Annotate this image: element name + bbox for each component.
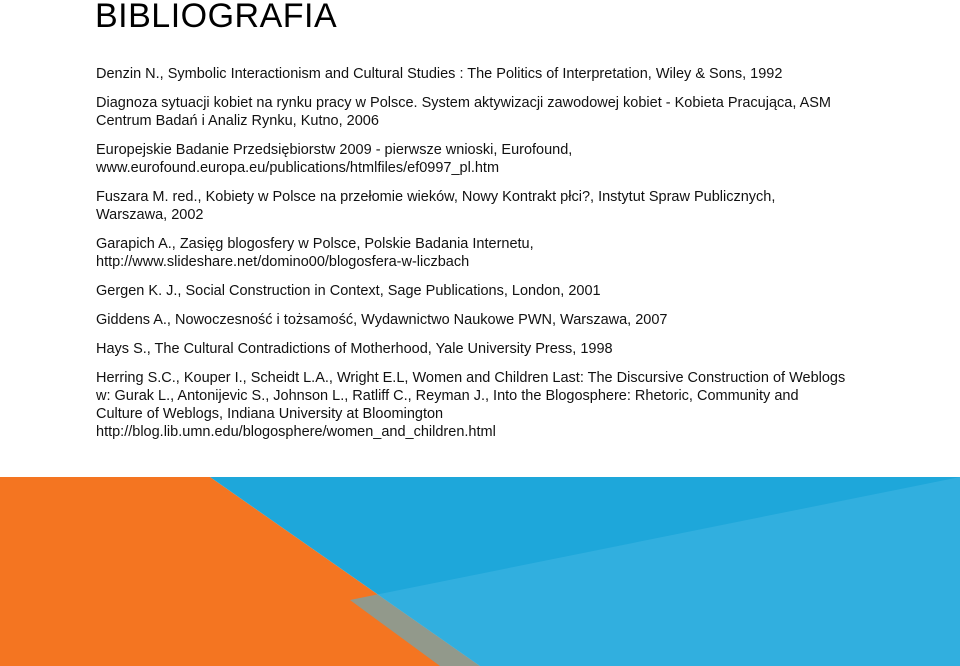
entry-link[interactable]: http://blog.lib.umn.edu/blogosphere/women_and_children.html: [96, 424, 496, 440]
entry-link[interactable]: www.eurofound.europa.eu/publications/htmlfiles/ef0997_pl.htm: [96, 160, 500, 176]
entry-line: Diagnoza sytuacji kobiet na rynku pracy w Polsce. System aktywizacji zawodowej kobiet - Kobieta Pracująca, ASM: [96, 95, 831, 111]
entry-line: Europejskie Badanie Przedsiębiorstw 2009 - pierwsze wnioski, Eurofound,: [96, 142, 573, 158]
entry-line: Giddens A., Nowoczesność i tożsamość, Wydawnictwo Naukowe PWN, Warszawa, 2007: [96, 312, 668, 328]
entry-line: Centrum Badań i Analiz Rynku, Kutno, 2006: [96, 113, 379, 129]
entry-line: Hays S., The Cultural Contradictions of Motherhood, Yale University Press, 1998: [96, 341, 613, 357]
entry-line: Gergen K. J., Social Construction in Context, Sage Publications, London, 2001: [96, 283, 601, 299]
entry-line: Fuszara M. red., Kobiety w Polsce na przełomie wieków, Nowy Kontrakt płci?, Instytut Spraw Publicznych,: [96, 189, 776, 205]
slide-title: BIBLIOGRAFIA: [95, 0, 338, 35]
entry-line: Culture of Weblogs, Indiana University at Bloomington: [96, 406, 444, 422]
entry-line: w: Gurak L., Antonijevic S., Johnson L., Ratliff C., Reyman J., Into the Blogosphere: Rhetoric, Community and: [96, 388, 799, 404]
entry-line: Herring S.C., Kouper I., Scheidt L.A., Wright E.L, Women and Children Last: The Discursive Construction of Weblogs: [96, 370, 846, 386]
entry-line: Denzin N., Symbolic Interactionism and Cultural Studies : The Politics of Interpretation, Wiley & Sons, 1992: [96, 66, 783, 82]
entry-line: Warszawa, 2002: [96, 207, 204, 223]
entry-link[interactable]: http://www.slideshare.net/domino00/blogosfera-w-liczbach: [96, 254, 470, 270]
entry-line: Garapich A., Zasięg blogosfery w Polsce, Polskie Badania Internetu,: [96, 236, 534, 252]
